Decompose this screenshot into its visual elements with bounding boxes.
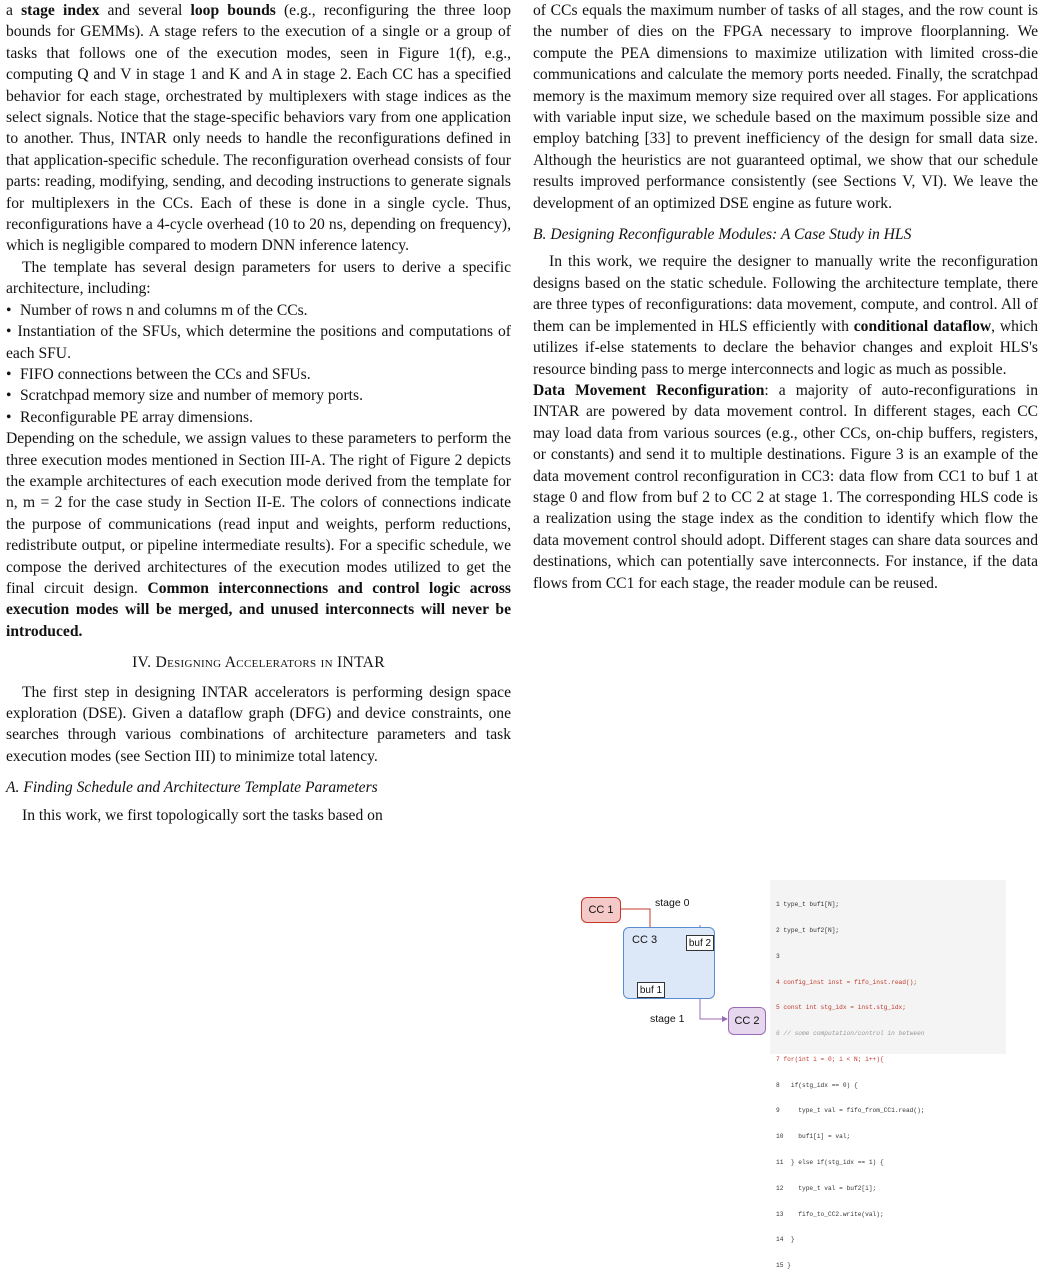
paragraph: Data Movement Reconfiguration: a majority of auto-reconfigurations in INTAR are powered by data movement control. In different stages, each CC may load data from various sources (e.g., other CCs, on-chip buffers, registers, or constants) and send it to multiple destinations. Figure 3 is an example of the data movement control reconfiguration in CC3: data flow from CC1 to buf 1 at stage 0 and flow from buf 2 to CC 2 at stage 1. The corresponding HLS code is a realization using the stage index as the condition to identify which flow the data movement control should adopt. Different stages can share data sources and destinations, which can potentially save interconnects. For instance, if the data flows from CC1 for each stage, the reader module can be reused. (533, 381, 1038, 592)
paragraph: a stage index and several loop bounds (e.g., reconfiguring the three loop bounds for GEMMs). A stage refers to the execution of a single or a group of tasks that follows one of the execution modes, seen in Figure 1(f), e.g., computing Q and V in stage 1 and K and A in stage 2. Each CC has a specified behavior for each stage, orchestrated by multiplexers with stage indices as the select signals. Notice that the stage-specific behaviors vary from one application to another. Thus, INTAR only needs to handle the reconfigurations defined in that application-specific schedule. The reconfiguration overhead consists of four parts: reading, modifying, sending, and decoding instructions to generate signals for multiplexers in the CCs. Each of these is done in a single cycle. Thus, reconfigurations have a 4-cycle overhead (10 to 20 ns, depending on frequency), which is negligible compared to modern DNN inference latency. (6, 2, 511, 255)
cc3-block: CC 3 (623, 927, 715, 999)
cc2-block: CC 2 (728, 1007, 766, 1035)
code-line: 8 if(stg_idx == 0) { (776, 1081, 858, 1089)
code-line: 1 type_t buf1[N]; (776, 901, 840, 909)
section-heading: IV. Designing Accelerators in INTAR (132, 654, 385, 672)
list-item: • Number of rows n and columns m of the CCs. (6, 300, 511, 321)
hls-code-listing (770, 880, 1006, 1270)
code-line: 7 for(int i = 0; i < N; i++){ (776, 1055, 884, 1063)
stage1-label: stage 1 (650, 1013, 685, 1025)
code-line: 12 type_t val = buf2[i]; (776, 1184, 877, 1192)
buf2-block: buf 2 (686, 935, 714, 951)
buf1-block: buf 1 (637, 982, 665, 998)
right-column (533, 0, 1038, 594)
code-line: 14 } (776, 1236, 795, 1244)
code-line: 10 buf1[i] = val; (776, 1133, 851, 1141)
code-line: 6 // some computation/control in between (776, 1030, 925, 1038)
code-line: 4 config_inst inst = fifo_inst.read(); (776, 978, 918, 986)
code-line: 15 } (776, 1262, 791, 1270)
code-line: 9 type_t val = fifo_from_CC1.read(); (776, 1107, 925, 1115)
stage0-label: stage 0 (655, 897, 690, 909)
code-line: 2 type_t buf2[N]; (776, 926, 840, 934)
code-line: 13 fifo_to_CC2.write(val); (776, 1210, 884, 1218)
paragraph: The first step in designing INTAR accelerators is performing design space exploration (DSE). Given a dataflow graph (DFG) and device constraints, one searches through various combinations of architecture parameters and task execution modes (see Section III) to minimize total latency. (6, 683, 511, 765)
list-item: • Reconfigurable PE array dimensions. (6, 407, 511, 428)
figure-3 (575, 879, 1015, 1270)
paragraph: of CCs equals the maximum number of tasks of all stages, and the row count is the number of dies on the FPGA necessary to improve floorplanning. We compute the PEA dimensions to maximize utilization with limited cross-die communications and calculate the memory ports needed. Finally, the scratchpad memory is the maximum memory size required over all stages. For applications with variable input size, we schedule based on the maximum possible size and employ batching [33] to prevent inefficiency of the design for small data size. Although the heuristics are not guaranteed optimal, we show that our schedule results improved performance consistently (see Sections V, VI). We leave the development of an optimized DSE engine as future work. (533, 2, 1038, 212)
list-item: • Scratchpad memory size and number of memory ports. (6, 385, 511, 406)
list-item: • FIFO connections between the CCs and SFUs. (6, 364, 511, 385)
code-line: 3 (776, 952, 780, 960)
paragraph: In this work, we first topologically sort the tasks based on (22, 806, 383, 824)
left-column (6, 0, 511, 826)
cc1-block: CC 1 (581, 897, 621, 923)
list-item: • Instantiation of the SFUs, which determine the positions and computations of each SFU. (6, 321, 511, 364)
subsection-heading: B. Designing Reconfigurable Modules: A Case Study in HLS (533, 226, 912, 244)
code-line: 11 } else if(stg_idx == 1) { (776, 1159, 884, 1166)
subsection-heading: A. Finding Schedule and Architecture Template Parameters (6, 779, 378, 797)
paragraph: In this work, we require the designer to manually write the reconfiguration designs based on the static schedule. Following the architecture template, there are three types of reconfigurations: data movement, compute, and control. All of them can be implemented in HLS efficiently with conditional dataflow, which utilizes if-else statements to declare the behavior changes and exploit HLS's resource binding pass to merge interconnects and logic as much as possible. (533, 253, 1038, 378)
code-line: 5 const int stg_idx = inst.stg_idx; (776, 1004, 906, 1012)
paragraph: Depending on the schedule, we assign values to these parameters to perform the three execution modes mentioned in Section III-A. The right of Figure 2 depicts the example architectures of each execution mode derived from the template for n, m = 2 for the case study in Section II-E. The colors of connections indicate the purpose of communications (read input and weights, perform reductions, redistribute output, or pipeline intermediate results). For a specific schedule, we compose the derived architectures of the execution modes utilized to get the final circuit design. Common interconnections and control logic across execution modes will be merged, and unused interconnects will never be introduced. (6, 430, 511, 640)
paragraph: The template has several design parameters for users to derive a specific architecture, including: (6, 258, 511, 298)
parameter-list (6, 300, 511, 428)
